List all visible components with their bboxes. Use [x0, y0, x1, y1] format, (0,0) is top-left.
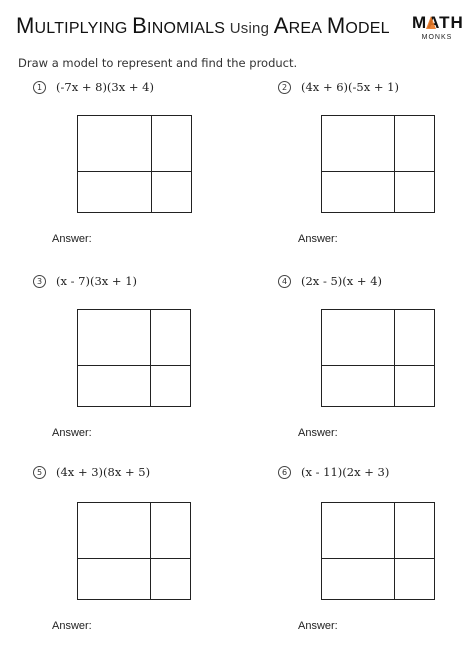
problem-number: 4 — [278, 275, 291, 288]
logo-triangle-icon — [426, 16, 436, 29]
math-monks-logo — [412, 14, 462, 46]
title-initial: B — [132, 13, 148, 38]
problem-number: 5 — [33, 466, 46, 479]
logo-monks-text: MONKS — [421, 34, 453, 41]
grid-divider-vertical — [394, 503, 395, 599]
problem-expression: (2x - 5)(x + 4) — [301, 274, 383, 288]
page-title — [16, 13, 390, 39]
problem-number: 1 — [33, 81, 46, 94]
answer-label: Answer: — [52, 233, 92, 245]
problem-expression: (x - 7)(3x + 1) — [56, 274, 138, 288]
answer-label: Answer: — [298, 233, 338, 245]
area-model-grid — [77, 502, 191, 600]
problem-expression: (-7x + 8)(3x + 4) — [56, 80, 154, 94]
area-model-grid — [77, 115, 192, 213]
area-model-grid — [321, 502, 435, 600]
answer-label: Answer: — [52, 620, 92, 632]
grid-divider-horizontal — [78, 171, 191, 172]
title-word: ULTIPLYING — [34, 20, 128, 37]
title-initial: A — [273, 13, 289, 38]
grid-divider-horizontal — [78, 365, 190, 366]
title-word: INOMIALS — [147, 20, 226, 37]
problem-expression: (4x + 3)(8x + 5) — [56, 465, 151, 479]
answer-label: Answer: — [52, 427, 92, 439]
grid-divider-horizontal — [78, 558, 190, 559]
area-model-grid — [321, 309, 435, 407]
area-model-grid — [321, 115, 435, 213]
problem-expression: (x - 11)(2x + 3) — [301, 465, 390, 479]
title-word: REA — [288, 20, 323, 37]
title-using: Using — [229, 20, 270, 37]
logo-math-text: MATH — [412, 13, 464, 32]
grid-divider-horizontal — [322, 365, 434, 366]
answer-label: Answer: — [298, 620, 338, 632]
grid-divider-horizontal — [322, 171, 434, 172]
grid-divider-vertical — [394, 310, 395, 406]
problem-number: 6 — [278, 466, 291, 479]
grid-divider-vertical — [150, 503, 151, 599]
title-initial: M — [16, 13, 35, 38]
grid-divider-horizontal — [322, 558, 434, 559]
area-model-grid — [77, 309, 191, 407]
title-word: ODEL — [345, 20, 390, 37]
problem-expression: (4x + 6)(-5x + 1) — [301, 80, 399, 94]
grid-divider-vertical — [150, 310, 151, 406]
grid-divider-vertical — [394, 116, 395, 212]
answer-label: Answer: — [298, 427, 338, 439]
grid-divider-vertical — [151, 116, 152, 212]
problem-number: 3 — [33, 275, 46, 288]
title-initial: M — [326, 13, 346, 38]
problem-number: 2 — [278, 81, 291, 94]
instructions: Draw a model to represent and find the product. — [18, 56, 298, 70]
